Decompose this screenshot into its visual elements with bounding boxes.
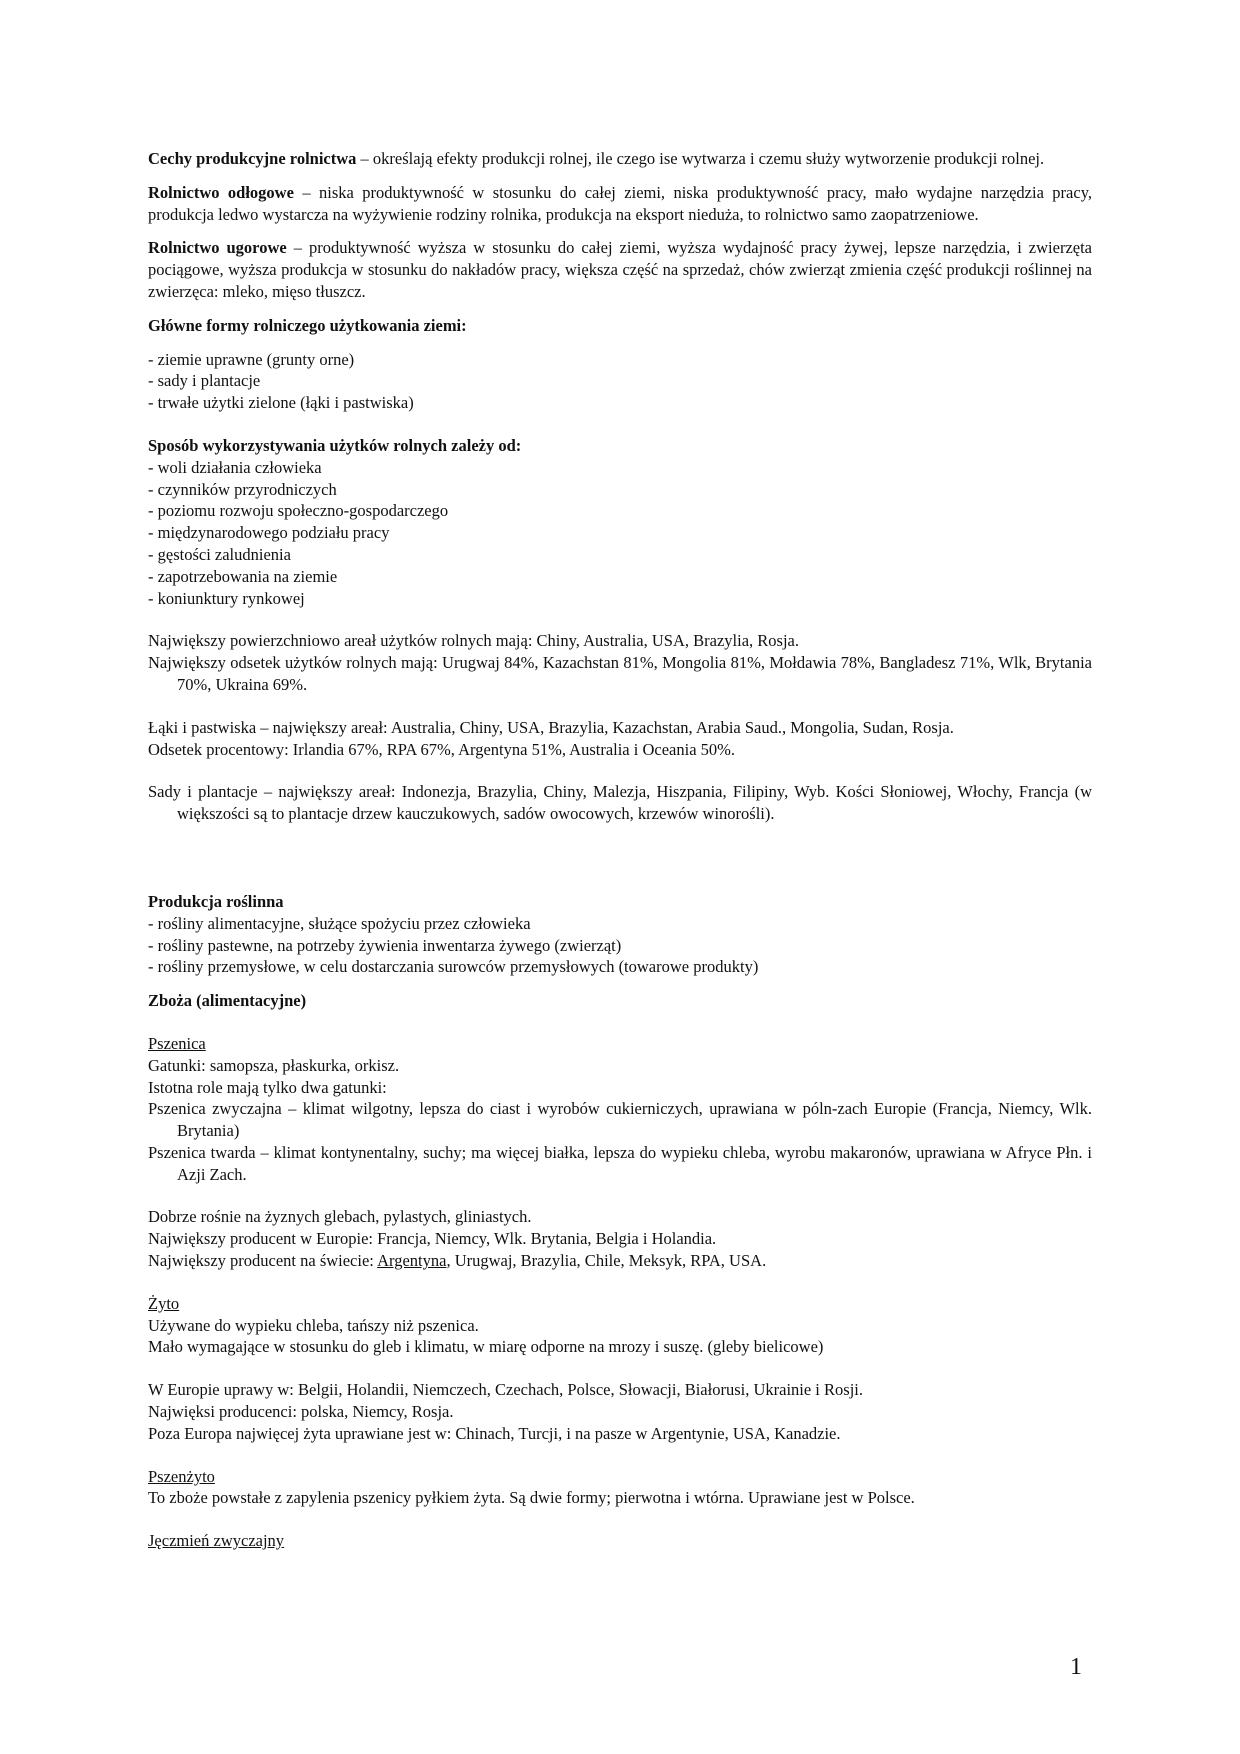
list-item: - trwałe użytki zielone (łąki i pastwiska) [148, 393, 414, 413]
paragraph-najwiekszy-odsetek: Największy odsetek użytków rolnych mają: Urugwaj 84%, Kazachstan 81%, Mongolia 81%, Mołdawia 78%, Bangladesz 71%, Wlk, Brytania 70%, Ukraina 69%. [148, 653, 1092, 694]
term-rolnictwo-ugorowe: Rolnictwo ugorowe [148, 238, 287, 258]
list-item: - sady i plantacje [148, 371, 261, 391]
list-formy-uzytkowania [148, 349, 1092, 414]
term-cechy-produkcyjne: Cechy produkcyjne rolnictwa [148, 149, 357, 168]
heading-glowne-formy: Główne formy rolniczego użytkowania ziemi: [148, 315, 467, 335]
heading-zboza: Zboża (alimentacyjne) [148, 991, 307, 1011]
list-item: - międzynarodowego podziału pracy [148, 523, 390, 543]
paragraph-rolnictwo-odlogowe [148, 182, 1092, 226]
paragraph-laki-pastwiska: Łąki i pastwiska – największy areał: Australia, Chiny, USA, Brazylia, Kazachstan, Arabia Saud., Mongolia, Sudan, Rosja. [148, 717, 954, 737]
paragraph-zyto-poza-europa: Poza Europa najwięcej żyta uprawiane jest w: Chinach, Turcji, i na pasze w Argentynie, USA, Kanadzie. [148, 1423, 841, 1443]
list-item: - rośliny przemysłowe, w celu dostarczania surowców przemysłowych (towarowe produkty) [148, 957, 759, 977]
paragraph-producent-europa: Największy producent w Europie: Francja, Niemcy, Wlk. Brytania, Belgia i Holandia. [148, 1229, 717, 1249]
page-number: 1 [1070, 1654, 1082, 1680]
paragraph-cechy-produkcyjne [148, 148, 1092, 170]
section-title-pszenzyto: Pszenżyto [148, 1466, 215, 1486]
list-czynniki [148, 457, 1092, 610]
paragraph-pszenzyto: To zboże powstałe z zapylenia pszenicy pyłkiem żyta. Są dwie formy; pierwotna i wtórna. Uprawiane jest w Polsce. [148, 1488, 915, 1508]
term-rolnictwo-odlogowe: Rolnictwo odłogowe [148, 182, 294, 202]
paragraph-pszenica-zwyczajna: Pszenica zwyczajna – klimat wilgotny, lepsza do ciast i wyrobów cukierniczych, uprawiana w póln-zach Europie (Francja, Niemcy, Wlk. Brytania) [148, 1099, 1092, 1141]
definition-rolnictwo-odlogowe: – niska produktywność w stosunku do całej ziemi, niska produktywność pracy, mało wydajne narzędzia pracy, produkcja ledwo wystarcza na wyżywienie rodziny rolnika, produkcja na eksport nieduża, to rolnictwo samo zaopatrzeniowe. [148, 182, 1093, 224]
paragraph-rolnictwo-ugorowe [148, 237, 1092, 302]
list-item: - czynników przyrodniczych [148, 479, 337, 499]
paragraph-zyto-producenci: Najwięksi producenci: polska, Niemcy, Rosja. [148, 1402, 454, 1422]
heading-produkcja-roslinna: Produkcja roślinna [148, 891, 284, 911]
paragraph-gleby-pszenica: Dobrze rośnie na żyznych glebach, pylastych, gliniastych. [148, 1207, 532, 1227]
heading-sposob-wykorzystywania: Sposób wykorzystywania użytków rolnych zależy od: [148, 435, 522, 455]
paragraph-producent-swiat [148, 1250, 1092, 1272]
paragraph-zyto-europa: W Europie uprawy w: Belgii, Holandii, Niemczech, Czechach, Polsce, Słowacji, Białorusi, Ukrainie i Rosji. [148, 1380, 863, 1400]
list-item: - ziemie uprawne (grunty orne) [148, 349, 355, 369]
section-title-zyto: Żyto [148, 1293, 180, 1313]
producent-swiat-prefix: Największy producent na świecie: [148, 1251, 378, 1271]
section-title-pszenica: Pszenica [148, 1033, 206, 1053]
paragraph-sady-plantacje: Sady i plantacje – największy areał: Indonezja, Brazylia, Chiny, Malezja, Hiszpania, Filipiny, Wyb. Kości Słoniowej, Włochy, Francja (w większości są to plantacje drzew kauczukowych, sadów owocowych, krzewów winorośli). [148, 782, 1092, 824]
list-item: - poziomu rozwoju społeczno-gospodarczego [148, 501, 449, 521]
list-rosliny [148, 913, 1092, 978]
list-item: - gęstości zaludnienia [148, 544, 291, 564]
paragraph-zyto-chleb: Używane do wypieku chleba, tańszy niż pszenica. [148, 1315, 479, 1335]
list-item: - zapotrzebowania na ziemie [148, 566, 338, 586]
paragraph-zyto-wymagania: Mało wymagające w stosunku do gleb i klimatu, w miarę odporne na mrozy i suszę. (gleby bielicowe) [148, 1337, 824, 1357]
paragraph-najwiekszy-areal: Największy powierzchniowo areał użytków rolnych mają: Chiny, Australia, USA, Brazylia, Rosja. [148, 631, 799, 651]
link-argentyna[interactable]: Argentyna [377, 1251, 447, 1271]
definition-cechy-produkcyjne: – określają efekty produkcji rolnej, ile czego ise wytwarza i czemu służy wytworzenie produkcji rolnej. [356, 149, 1045, 168]
paragraph-gatunki: Gatunki: samopsza, płaskurka, orkisz. [148, 1055, 400, 1075]
paragraph-istotna-role: Istotna role mają tylko dwa gatunki: [148, 1077, 387, 1097]
list-item: - koniunktury rynkowej [148, 588, 305, 608]
paragraph-odsetek-procentowy: Odsetek procentowy: Irlandia 67%, RPA 67%, Argentyna 51%, Australia i Oceania 50%. [148, 739, 736, 759]
paragraph-pszenica-twarda: Pszenica twarda – klimat kontynentalny, suchy; ma więcej białka, lepsza do wypieku chleba, wyrobu makaronów, uprawiana w Afryce Płn. i Azji Zach. [148, 1142, 1092, 1184]
definition-rolnictwo-ugorowe: – produktywność wyższa w stosunku do całej ziemi, wyższa wydajność pracy żywej, lepsze narzędzia, i zwierzęta pociągowe, wyższa produkcja w stosunku do nakładów pracy, większa część na sprzedaż, chów zwierząt zmienia część produkcji roślinnej na zwierzęca: mleko, mięso tłuszcz. [148, 238, 1093, 301]
section-title-jeczmien: Jęczmień zwyczajny [148, 1531, 285, 1551]
list-item: - rośliny pastewne, na potrzeby żywienia inwentarza żywego (zwierząt) [148, 935, 622, 955]
document-page [148, 148, 1092, 1552]
list-item: - rośliny alimentacyjne, służące spożyciu przez człowieka [148, 913, 531, 933]
list-item: - woli działania człowieka [148, 457, 322, 477]
producent-swiat-rest: , Urugwaj, Brazylia, Chile, Meksyk, RPA, USA. [446, 1251, 767, 1271]
